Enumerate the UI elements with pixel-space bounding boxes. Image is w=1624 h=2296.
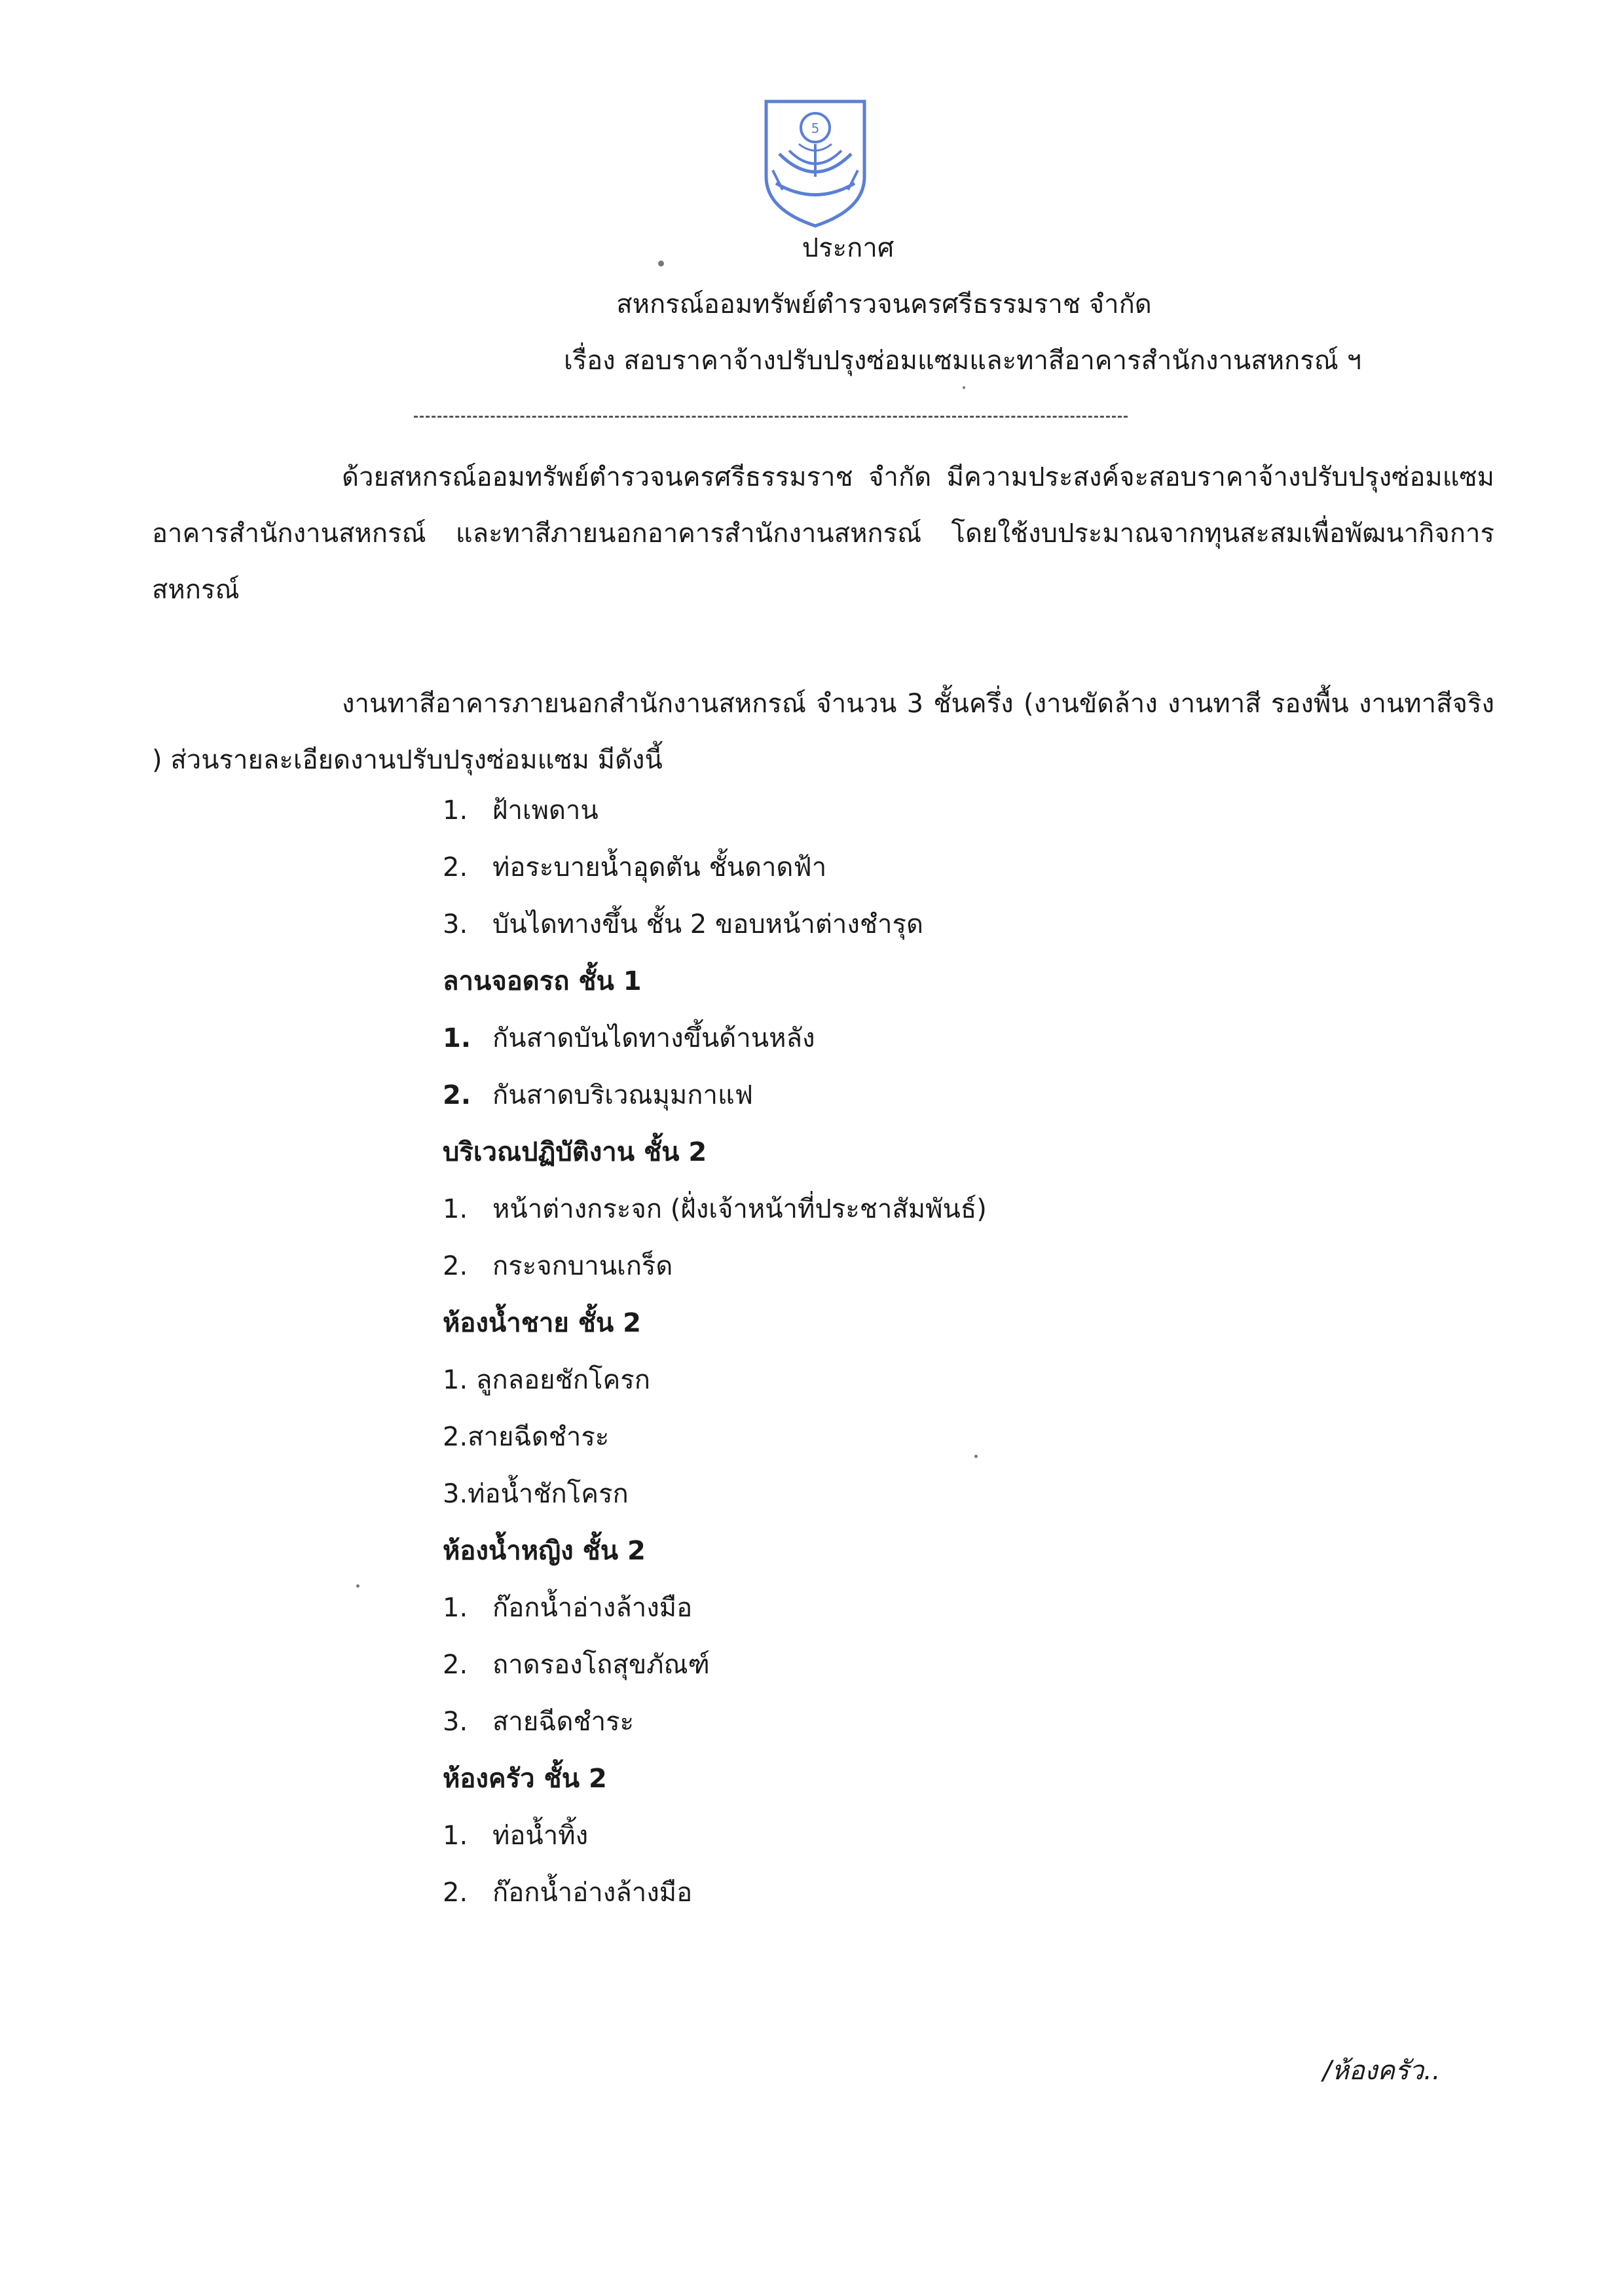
scope-paragraph: งานทาสีอาคารภายนอกสำนักงานสหกรณ์ จำนวน 3 ชั้นครึ่ง (งานขัดล้าง งานทาสี รองพื้น งานทาสีจริง ) ส่วนรายละเอียดงานปรับปรุงซ่อมแซม มีดังนี้: [152, 689, 1494, 775]
section-heading-parking: ลานจอดรถ ชั้น 1: [443, 966, 642, 996]
scan-speck: [356, 1584, 360, 1588]
list-item: 3. สายฉีดชำระ: [443, 1707, 635, 1737]
list-item: 1. ท่อน้ำทิ้ง: [443, 1821, 589, 1851]
section-heading-operations: บริเวณปฏิบัติงาน ชั้น 2: [443, 1137, 707, 1167]
scan-speck: [974, 1455, 978, 1458]
repair-items-list: [443, 782, 1425, 1922]
list-item: 1. ลูกลอยชักโครก: [443, 1365, 650, 1395]
announcement-title: ประกาศ: [802, 233, 895, 263]
list-item: 1. ฝ้าเพดาน: [443, 795, 599, 826]
list-item: 2. ถาดรองโถสุขภัณฑ์: [443, 1650, 710, 1680]
announcement-subject: เรื่อง สอบราคาจ้างปรับปรุงซ่อมแซมและทาสีอาคารสำนักงานสหกรณ์ ฯ: [563, 346, 1362, 376]
list-item: 2. กันสาดบริเวณมุมกาแฟ: [443, 1080, 754, 1110]
header-divider: [414, 416, 1128, 418]
cooperative-seal-logo: [753, 92, 877, 229]
scan-speck: [963, 386, 965, 389]
list-item: 2. กระจกบานเกร็ด: [443, 1251, 673, 1281]
list-item: 3.ท่อน้ำชักโครก: [443, 1479, 629, 1509]
organization-name: สหกรณ์ออมทรัพย์ตำรวจนครศรีธรรมราช จำกัด: [616, 289, 1152, 319]
svg-text:5: 5: [811, 120, 820, 136]
scan-speck: [658, 261, 664, 266]
list-item: 2.สายฉีดชำระ: [443, 1422, 610, 1452]
list-item: 1. กันสาดบันไดทางขึ้นด้านหลัง: [443, 1023, 815, 1053]
section-heading-kitchen: ห้องครัว ชั้น 2: [443, 1764, 607, 1794]
section-heading-mens-restroom: ห้องน้ำชาย ชั้น 2: [443, 1308, 641, 1338]
list-item: 2. ท่อระบายน้ำอุดตัน ชั้นดาดฟ้า: [443, 852, 827, 883]
list-item: 1. หน้าต่างกระจก (ฝั่งเจ้าหน้าที่ประชาสัมพันธ์): [443, 1194, 987, 1224]
list-item: 2. ก๊อกน้ำอ่างล้างมือ: [443, 1878, 693, 1908]
list-item: 1. ก๊อกน้ำอ่างล้างมือ: [443, 1593, 693, 1623]
page-continuation-note: /ห้องครัว..: [1323, 2056, 1441, 2086]
list-item: 3. บันไดทางขึ้น ชั้น 2 ขอบหน้าต่างชำรุด: [443, 909, 923, 939]
section-heading-womens-restroom: ห้องน้ำหญิง ชั้น 2: [443, 1536, 646, 1566]
intro-paragraph: ด้วยสหกรณ์ออมทรัพย์ตำรวจนครศรีธรรมราช จำกัด มีความประสงค์จะสอบราคาจ้างปรับปรุงซ่อมแซมอาคารสำนักงานสหกรณ์ และทาสีภายนอกอาคารสำนักงานสหกรณ์ โดยใช้งบประมาณจากทุนสะสมเพื่อพัฒนากิจการสหกรณ์: [152, 462, 1494, 605]
